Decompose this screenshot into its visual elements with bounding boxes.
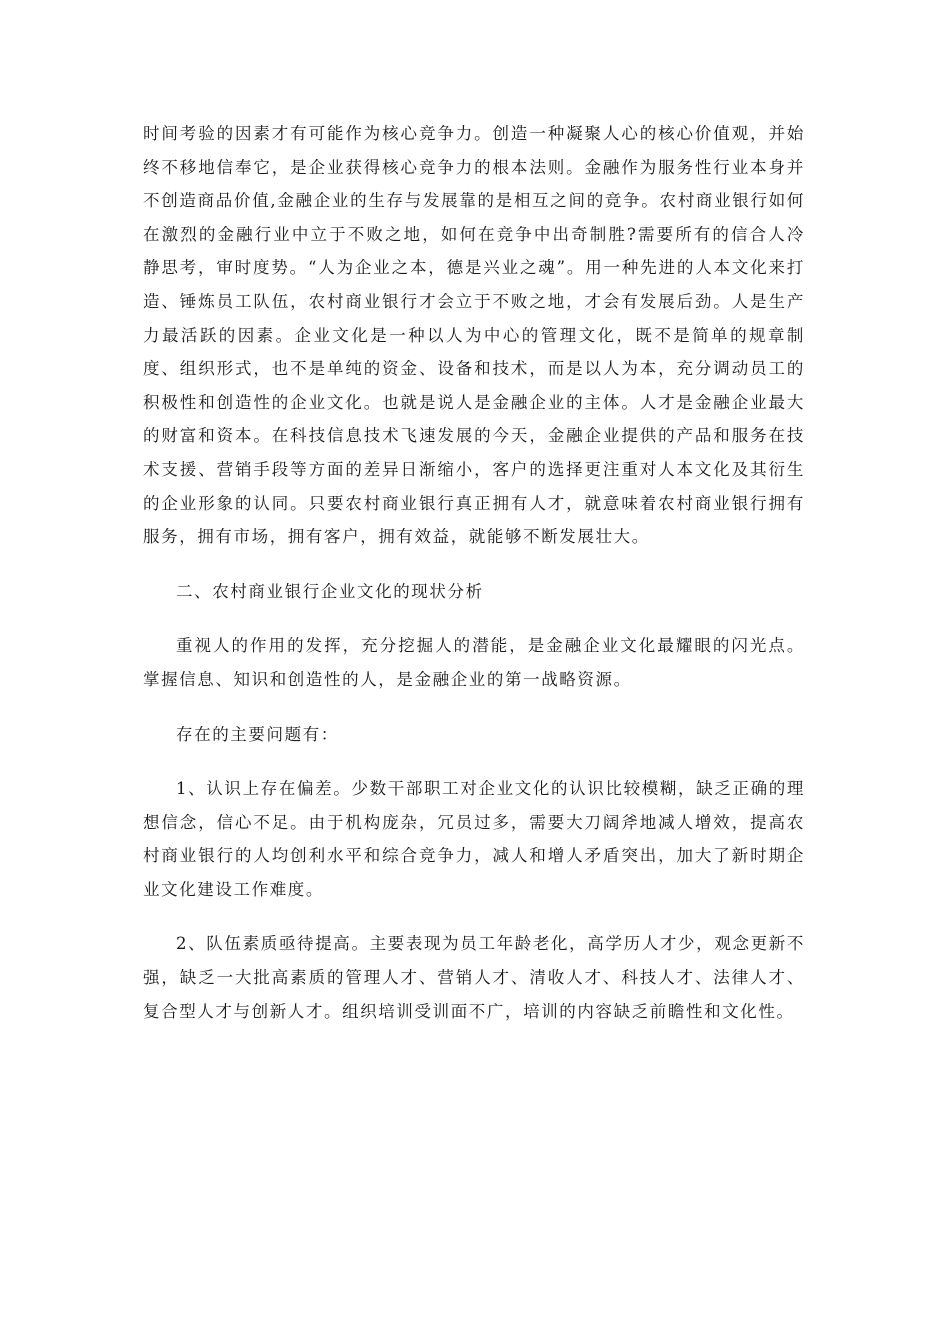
document-body: [143, 117, 805, 1028]
list-item-1: 1、认识上存在偏差。少数干部职工对企业文化的认识比较模糊，缺乏正确的理想信念，信心不足。由于机构庞杂，冗员过多，需要大刀阔斧地减人增效，提高农村商业银行的人均创利水平和综合竞争力，减人和增人矛盾突出，加大了新时期企业文化建设工作难度。: [143, 779, 805, 899]
list-intro: 存在的主要问题有：: [176, 724, 339, 744]
paragraph-continued-text: 时间考验的因素才有可能作为核心竞争力。创造一种凝聚人心的核心价值观，并始终不移地信奉它，是企业获得核心竞争力的根本法则。金融作为服务性行业本身并不创造商品价值,金融企业的生存与发展靠的是相互之间的竞争。农村商业银行如何在激烈的金融行业中立于不败之地，如何在竞争中出奇制胜?需要所有的信合人冷静思考，审时度势。“人为企业之本，德是兴业之魂”。用一种先进的人本文化来打造、锤炼员工队伍，农村商业银行才会立于不败之地，才会有发展后劲。人是生产力最活跃的因素。企业文化是一种以人为中心的管理文化，既不是简单的规章制度、组织形式，也不是单纯的资金、设备和技术，而是以人为本，充分调动员工的积极性和创造性的企业文化。也就是说人是金融企业的主体。人才是金融企业最大的财富和资本。在科技信息技术飞速发展的今天，金融企业提供的产品和服务在技术支援、营销手段等方面的差异日渐缩小，客户的选择更注重对人本文化及其衍生的企业形象的认同。只要农村商业银行真正拥有人才，就意味着农村商业银行拥有服务，拥有市场，拥有客户，拥有效益，就能够不断发展壮大。: [143, 124, 805, 547]
paragraph-text: 重视人的作用的发挥，充分挖掘人的潜能，是金融企业文化最耀眼的闪光点。掌握信息、知识和创造性的人，是金融企业的第一战略资源。: [143, 636, 805, 689]
section-heading: 二、农村商业银行企业文化的现状分析: [176, 581, 484, 601]
list-item-2: 2、队伍素质亟待提高。主要表现为员工年龄老化，高学历人才少，观念更新不强，缺乏一大批高素质的管理人才、营销人才、清收人才、科技人才、法律人才、复合型人才与创新人才。组织培训受训面不广，培训的内容缺乏前瞻性和文化性。: [143, 934, 805, 1021]
